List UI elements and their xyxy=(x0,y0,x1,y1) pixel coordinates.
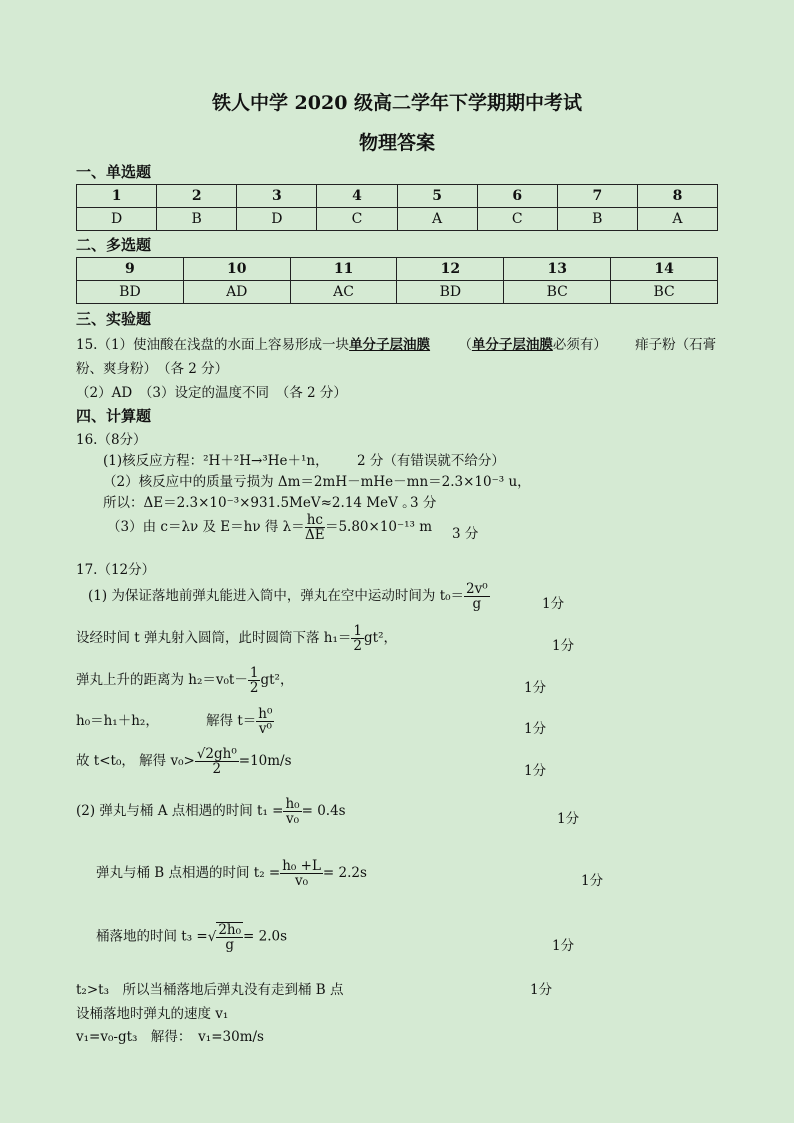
q17-line1-text: (1) 为保证落地前弹丸能进入筒中，弹丸在空中运动时间为 t₀＝ xyxy=(88,588,465,604)
answer-cell: AC xyxy=(290,281,397,304)
q17-line3-text: 弹丸上升的距离为 h₂＝v₀t－ xyxy=(76,672,248,688)
q17-line9: t₂>t₃ 所以当桶落地后弹丸没有走到桶 B 点 xyxy=(76,982,344,998)
section-single-choice-title: 一、单选题 xyxy=(76,163,152,181)
answer-cell: D xyxy=(77,208,157,231)
q16-line2: （2）核反应中的质量亏损为 Δm＝2mH－mHe－mn＝2.3×10⁻³ u， xyxy=(103,474,531,490)
q15-line2: 粉、爽身粉） （各 2 分） xyxy=(76,361,229,377)
q17-line2 xyxy=(76,624,397,653)
answer-cell: A xyxy=(397,208,477,231)
section-multi-choice-title: 二、多选题 xyxy=(76,236,152,254)
q16-line1-score: 2 分（有错误就不给分） xyxy=(357,453,505,469)
answer-cell: BC xyxy=(504,281,611,304)
q16-line4 xyxy=(107,513,432,542)
table-header-cell: 10 xyxy=(183,258,290,281)
section-calc-title: 四、计算题 xyxy=(76,407,152,425)
table-header-cell: 12 xyxy=(397,258,504,281)
q17-line4-text: h₀＝h₁＋h₂， 解得 t＝ xyxy=(76,713,257,729)
q17-line7-score: 1分 xyxy=(581,873,604,889)
answer-cell: AD xyxy=(183,281,290,304)
table-header-cell: 8 xyxy=(637,185,717,208)
q17-line2-fraction: $\frac{1}{2}$ xyxy=(353,623,362,654)
q15-text-a: 15.（1）使油酸在浅盘的水面上容易形成一块 xyxy=(76,337,350,353)
q17-line8-text: 桶落地的时间 t₃ = xyxy=(96,928,208,945)
q16-fraction: $\frac{hc}{\Delta E}$ xyxy=(305,512,325,543)
q16-line1: (1)核反应方程：²H＋²H→³He＋¹n， xyxy=(103,453,329,469)
answer-cell: B xyxy=(557,208,637,231)
table-header-cell: 2 xyxy=(157,185,237,208)
q17-line11: v₁=v₀-gt₃ 解得： v₁=30m/s xyxy=(76,1029,264,1045)
q17-line1-score: 1分 xyxy=(542,596,565,612)
q17-line5-fraction: $\frac{\text{√2gh⁰}}{2}$ xyxy=(196,746,237,777)
q17-line6-text: (2) 弹丸与桶 A 点相遇的时间 t₁ = xyxy=(76,803,284,819)
q17-line7 xyxy=(96,859,367,888)
table-header-cell: 6 xyxy=(477,185,557,208)
q16-line4-text: （3）由 c＝λν 及 E＝hν 得 λ＝ xyxy=(107,519,305,535)
answer-cell: B xyxy=(157,208,237,231)
page-title: 铁人中学 2020 级高二学年下学期期中考试 xyxy=(211,92,583,114)
q17-line3-fraction: $\frac{1}{2}$ xyxy=(249,665,259,696)
answer-cell: C xyxy=(477,208,557,231)
page-subtitle: 物理答案 xyxy=(358,132,435,154)
section-experiment-title: 三、实验题 xyxy=(76,310,152,328)
q17-line8-fraction: $\frac{\text{2h₀}}{g}$ xyxy=(218,922,242,953)
q17-line4-fraction: $\frac{\text{h⁰}}{\text{v⁰}}$ xyxy=(258,706,273,737)
q15-line1 xyxy=(76,333,716,353)
q17-line5 xyxy=(76,747,292,776)
answer-cell: C xyxy=(317,208,397,231)
sqrt-sign-icon: √ $\frac{\text{2h₀}}{g}$ xyxy=(207,922,242,953)
q15-answer-underlined-2: 单分子层油膜 xyxy=(471,337,553,353)
table-header-cell: 11 xyxy=(290,258,397,281)
table-header-cell: 13 xyxy=(504,258,611,281)
q17-line10: 设桶落地时弹丸的速度 v₁ xyxy=(76,1006,229,1022)
q17-line2-text: 设经时间 t 弹丸射入圆筒，此时圆筒下落 h₁＝ xyxy=(76,630,352,646)
table-header-cell: 5 xyxy=(397,185,477,208)
q17-line6-fraction: $\frac{\text{h₀}}{\text{v₀}}$ xyxy=(285,796,300,827)
table-header-cell: 4 xyxy=(317,185,397,208)
q17-line6 xyxy=(76,797,346,826)
table-header-cell: 3 xyxy=(237,185,317,208)
q17-line5-tail: =10m/s xyxy=(238,753,292,769)
answer-cell: BC xyxy=(611,281,718,304)
q17-line4-score: 1分 xyxy=(524,721,547,737)
q17-line8-score: 1分 xyxy=(552,938,575,954)
q15-text-e: 必须有） xyxy=(552,337,607,353)
q16-head: 16.（8分） xyxy=(76,432,147,448)
q17-line7-text: 弹丸与桶 B 点相遇的时间 t₂ = xyxy=(96,865,281,881)
q17-line8-tail: = 2.0s xyxy=(243,928,288,945)
table-header-cell: 7 xyxy=(557,185,637,208)
q17-line4 xyxy=(76,707,274,736)
q17-line1 xyxy=(88,582,490,611)
multi-choice-table xyxy=(76,257,718,304)
answer-cell: D xyxy=(237,208,317,231)
answer-cell: BD xyxy=(77,281,184,304)
q15-text-f: 痱子粉（石膏 xyxy=(635,337,717,353)
q15-text-c: （ xyxy=(458,337,472,353)
q16-line3: 所以：ΔE＝2.3×10⁻³×931.5MeV≈2.14 MeV 。 xyxy=(103,495,416,511)
q16-line3-score: 3 分 xyxy=(410,495,437,511)
q17-line8 xyxy=(96,922,287,952)
q17-line7-fraction: $\frac{\text{h₀ +L}}{\text{v₀}}$ xyxy=(282,858,321,889)
q17-line3-score: 1分 xyxy=(524,680,547,696)
q17-line6-score: 1分 xyxy=(557,811,580,827)
q17-line3-tail: gt²， xyxy=(260,672,294,688)
q17-line6-tail: = 0.4s xyxy=(301,803,346,819)
q17-line5-text: 故 t<t₀， 解得 v₀> xyxy=(76,753,195,769)
q17-line9-score: 1分 xyxy=(530,982,553,998)
q16-line4-result: ＝5.80×10⁻¹³ m xyxy=(324,519,433,535)
single-choice-table xyxy=(76,184,718,231)
q17-line5-score: 1分 xyxy=(524,763,547,779)
q16-line4-score: 3 分 xyxy=(452,526,479,542)
q17-line2-tail: gt²， xyxy=(364,630,397,646)
q17-line7-tail: = 2.2s xyxy=(322,865,367,881)
q15-line3: （2）AD （3）设定的温度不同 （各 2 分） xyxy=(76,385,347,401)
q17-line1-fraction: $\frac{\text{2v⁰}}{g}$ xyxy=(466,581,488,612)
answer-cell: A xyxy=(637,208,717,231)
q17-head: 17.（12分） xyxy=(76,562,156,578)
q17-line3 xyxy=(76,666,293,695)
answer-cell: BD xyxy=(397,281,504,304)
q17-line2-score: 1分 xyxy=(552,638,575,654)
q15-answer-underlined: 单分子层油膜 xyxy=(349,337,431,353)
table-header-cell: 1 xyxy=(77,185,157,208)
table-header-cell: 14 xyxy=(611,258,718,281)
table-header-cell: 9 xyxy=(77,258,184,281)
